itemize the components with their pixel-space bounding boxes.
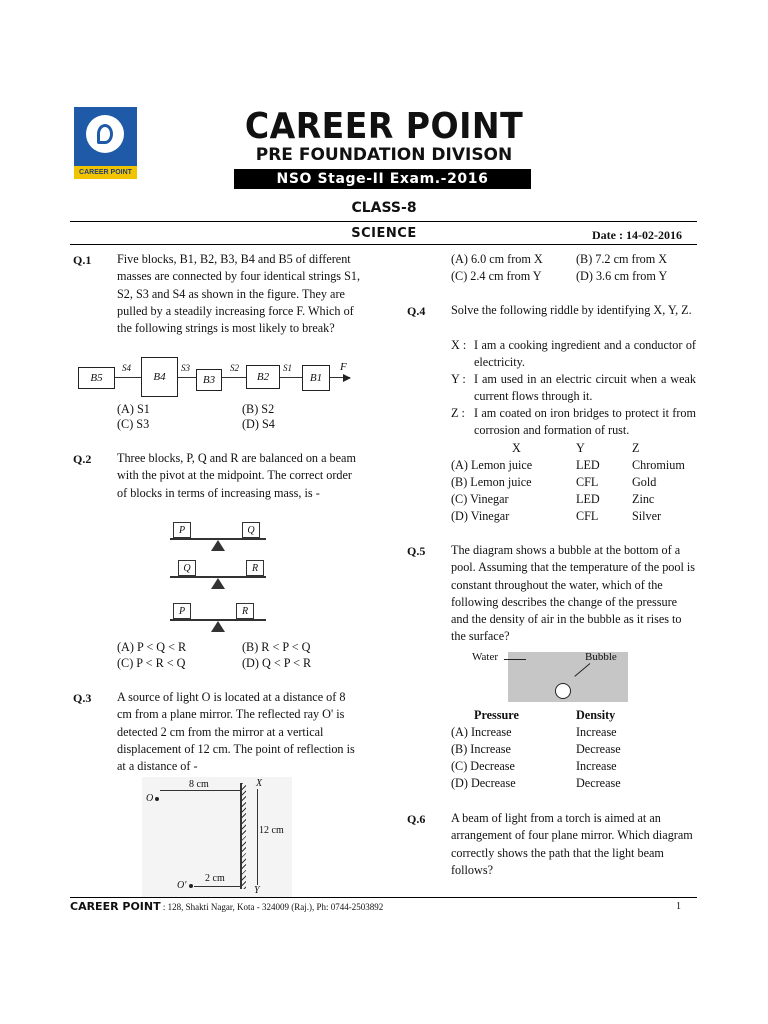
point-y-label: Y: [254, 885, 260, 896]
bubble-label: Bubble: [585, 651, 617, 663]
block-b1: B1: [302, 365, 330, 391]
question-number: Q.2: [73, 452, 92, 466]
option-d[interactable]: (D) Vinegar: [451, 509, 510, 523]
option-c[interactable]: (C) S3: [117, 417, 150, 431]
header-divider-2: [70, 244, 697, 245]
page-title: CAREER POINT: [244, 106, 524, 147]
column-header: X: [512, 441, 521, 455]
water-label: Water: [472, 651, 498, 663]
logo-label: CAREER POINT: [74, 166, 137, 179]
q5-bubble-figure: [470, 649, 630, 703]
option-a[interactable]: (A) Lemon juice: [451, 458, 533, 472]
option-d[interactable]: (D) Decrease: [451, 776, 516, 790]
footer-divider: [70, 897, 697, 898]
string-label: S1: [283, 363, 292, 373]
option-a[interactable]: (A) S1: [117, 402, 150, 416]
block-label: R: [236, 603, 254, 619]
column-header: Z: [632, 441, 640, 455]
question-text: The diagram shows a bubble at the bottom of a pool. Assuming that the temperature of the pool is constant throughout the water, which of the following describes the change of the pressure and the density of air in the bubble as it rises to the surface?: [451, 543, 696, 644]
question-number: Q.4: [407, 304, 426, 318]
exam-banner: NSO Stage-II Exam.-2016: [234, 169, 531, 189]
clue-key: Y :: [451, 372, 466, 386]
column-header: Pressure: [474, 708, 519, 722]
option-b[interactable]: (B) R < P < Q: [242, 640, 311, 654]
option-c[interactable]: (C) Vinegar: [451, 492, 509, 506]
block-label: P: [173, 603, 191, 619]
footer-address-text: : 128, Shakti Nagar, Kota - 324009 (Raj.), Ph: 0744-2503892: [160, 902, 384, 912]
question-number: Q.5: [407, 544, 426, 558]
option-value: Increase: [576, 759, 617, 773]
q1-blocks-figure: [78, 355, 358, 397]
string-label: S2: [230, 363, 239, 373]
block-label: Q: [242, 522, 260, 538]
clue-text: I am a cooking ingredient and a conductor of electricity.: [474, 338, 696, 370]
source-label: O: [146, 793, 154, 804]
option-value: Decrease: [576, 742, 621, 756]
option-c[interactable]: (C) Decrease: [451, 759, 515, 773]
arrow-icon: [343, 374, 351, 382]
question-text: A beam of light from a torch is aimed at an arrangement of four plane mirror. Which diagram correctly shows the path that the light beam follows?: [451, 811, 693, 877]
q2-balance-figure: [170, 520, 270, 642]
subject-label: SCIENCE: [351, 226, 417, 241]
question-text: Three blocks, P, Q and R are balanced on a beam with the pivot at the midpoint. The correct order of blocks in terms of increasing mass, is -: [117, 451, 356, 500]
option-value: CFL: [576, 475, 599, 489]
option-value: Decrease: [576, 776, 621, 790]
question-text: A source of light O is located at a distance of 8 cm from a plane mirror. The reflected ray O' is detected 2 cm from the mirror at a vertical displacement of 12 cm. The point of reflection is at a distance of -: [117, 690, 355, 774]
question-number: Q.3: [73, 691, 92, 705]
footer-brand: CAREER POINT: [70, 900, 161, 913]
header-divider: [70, 221, 697, 222]
option-d[interactable]: (D) S4: [242, 417, 275, 431]
option-value: Chromium: [632, 458, 685, 472]
option-b[interactable]: (B) 7.2 cm from X: [576, 252, 668, 266]
block-label: R: [246, 560, 264, 576]
option-value: Silver: [632, 509, 662, 523]
option-a[interactable]: (A) Increase: [451, 725, 512, 739]
block-b5: B5: [78, 367, 115, 389]
column-header: Density: [576, 708, 616, 722]
option-value: Gold: [632, 475, 657, 489]
division-title: PRE FOUNDATION DIVISON: [255, 145, 513, 165]
clue-text: I am coated on iron bridges to protect it from corrosion and formation of rust.: [474, 406, 696, 438]
clue-text: I am used in an electric circuit when a weak current flows through it.: [474, 372, 696, 404]
pivot-icon: [211, 578, 225, 589]
distance-label: 8 cm: [189, 779, 209, 790]
page-number: 1: [676, 901, 681, 912]
block-b3: B3: [196, 369, 222, 391]
block-b4: B4: [141, 357, 178, 397]
force-label: F: [340, 361, 347, 373]
option-value: LED: [576, 492, 600, 506]
distance-label: 12 cm: [259, 825, 284, 836]
option-a[interactable]: (A) 6.0 cm from X: [451, 252, 543, 266]
detector-label: O': [177, 880, 187, 891]
option-value: LED: [576, 458, 600, 472]
column-header: Y: [576, 441, 585, 455]
option-c[interactable]: (C) 2.4 cm from Y: [451, 269, 542, 283]
pivot-icon: [211, 540, 225, 551]
option-d[interactable]: (D) Q < P < R: [242, 656, 312, 670]
footer-address: [70, 900, 697, 913]
option-a[interactable]: (A) P < Q < R: [117, 640, 187, 654]
option-b[interactable]: (B) Increase: [451, 742, 511, 756]
question-text: Solve the following riddle by identifying X, Y, Z.: [451, 303, 692, 317]
block-label: Q: [178, 560, 196, 576]
string-label: S4: [122, 363, 131, 373]
option-c[interactable]: (C) P < R < Q: [117, 656, 186, 670]
option-b[interactable]: (B) Lemon juice: [451, 475, 532, 489]
question-text: Five blocks, B1, B2, B3, B4 and B5 of different masses are connected by four identical strings S1, S2, S3 and S4 as shown in the figure. They are pulled by a steadily increasing force F. Which of the following strings is most likely to break?: [117, 252, 361, 336]
option-value: Zinc: [632, 492, 655, 506]
class-label: CLASS-8: [351, 200, 417, 216]
distance-label: 2 cm: [205, 873, 225, 884]
bubble-icon: [555, 683, 571, 699]
option-value: Increase: [576, 725, 617, 739]
clue-key: Z :: [451, 406, 465, 420]
q3-mirror-figure: [142, 777, 292, 897]
block-label: P: [173, 522, 191, 538]
question-number: Q.6: [407, 812, 426, 826]
pivot-icon: [211, 621, 225, 632]
option-b[interactable]: (B) S2: [242, 402, 275, 416]
point-x-label: X: [256, 778, 263, 789]
option-value: CFL: [576, 509, 599, 523]
clue-key: X :: [451, 338, 467, 352]
exam-date: Date : 14-02-2016: [592, 228, 682, 242]
question-number: Q.1: [73, 253, 92, 267]
option-d[interactable]: (D) 3.6 cm from Y: [576, 269, 668, 283]
block-b2: B2: [246, 365, 280, 389]
string-label: S3: [181, 363, 190, 373]
